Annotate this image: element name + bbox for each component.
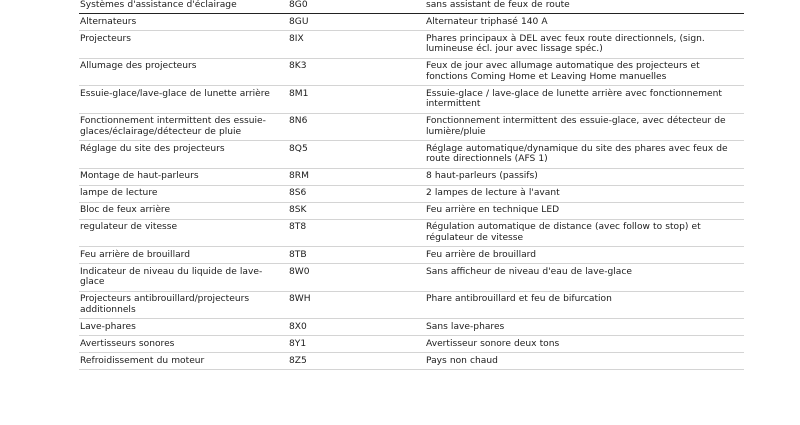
option-code-cell: 8WH xyxy=(283,291,417,319)
option-label-cell: Fonctionnement intermittent des essuie-glaces/éclairage/détecteur de pluie xyxy=(79,113,283,141)
table-row xyxy=(79,291,744,319)
option-description-cell: sans assistant de feux de route xyxy=(417,0,744,13)
option-code-cell: 8Y1 xyxy=(283,336,417,353)
option-label-cell: Lave-phares xyxy=(79,319,283,336)
option-label-cell: Allumage des projecteurs xyxy=(79,58,283,86)
table-row xyxy=(79,185,744,202)
option-label-cell: Refroidissement du moteur xyxy=(79,353,283,370)
option-description-cell: 8 haut-parleurs (passifs) xyxy=(417,168,744,185)
option-description-cell: Sans afficheur de niveau d'eau de lave-glace xyxy=(417,264,744,292)
option-description-cell: Phare antibrouillard et feu de bifurcation xyxy=(417,291,744,319)
table-row xyxy=(79,13,744,30)
option-code-cell: 8IX xyxy=(283,30,417,58)
option-label-cell: Réglage du site des projecteurs xyxy=(79,141,283,169)
option-label-cell: Montage de haut-parleurs xyxy=(79,168,283,185)
option-label-cell: Indicateur de niveau du liquide de lave-glace xyxy=(79,264,283,292)
option-description-cell: Feux de jour avec allumage automatique des projecteurs et fonctions Coming Home et Leaving Home manuelles xyxy=(417,58,744,86)
equipment-table-container xyxy=(79,0,744,370)
option-code-cell: 8X0 xyxy=(283,319,417,336)
option-code-cell: 8K3 xyxy=(283,58,417,86)
option-description-cell: Phares principaux à DEL avec feux route directionnels, (sign. lumineuse écl. jour avec lissage spéc.) xyxy=(417,30,744,58)
option-label-cell: regulateur de vitesse xyxy=(79,219,283,247)
option-description-cell: Feu arrière de brouillard xyxy=(417,247,744,264)
option-code-cell: 8SK xyxy=(283,202,417,219)
option-description-cell: Avertisseur sonore deux tons xyxy=(417,336,744,353)
option-label-cell: Bloc de feux arrière xyxy=(79,202,283,219)
option-label-cell: Avertisseurs sonores xyxy=(79,336,283,353)
option-label-cell: Feu arrière de brouillard xyxy=(79,247,283,264)
equipment-table xyxy=(79,0,744,370)
table-row xyxy=(79,219,744,247)
option-code-cell: 8TB xyxy=(283,247,417,264)
table-row xyxy=(79,168,744,185)
equipment-table-body xyxy=(79,0,744,370)
option-description-cell: Alternateur triphasé 140 A xyxy=(417,13,744,30)
option-description-cell: Fonctionnement intermittent des essuie-glace, avec détecteur de lumière/pluie xyxy=(417,113,744,141)
table-row xyxy=(79,336,744,353)
table-row xyxy=(79,141,744,169)
option-description-cell: Régulation automatique de distance (avec follow to stop) et régulateur de vitesse xyxy=(417,219,744,247)
option-code-cell: 8Q5 xyxy=(283,141,417,169)
option-code-cell: 8M1 xyxy=(283,86,417,114)
option-code-cell: 8Z5 xyxy=(283,353,417,370)
option-code-cell: 8GU xyxy=(283,13,417,30)
table-row xyxy=(79,58,744,86)
option-description-cell: Réglage automatique/dynamique du site des phares avec feux de route directionnels (AFS 1) xyxy=(417,141,744,169)
option-label-cell: Alternateurs xyxy=(79,13,283,30)
option-label-cell: Projecteurs xyxy=(79,30,283,58)
option-code-cell: 8RM xyxy=(283,168,417,185)
option-description-cell: Sans lave-phares xyxy=(417,319,744,336)
option-description-cell: Essuie-glace / lave-glace de lunette arrière avec fonctionnement intermittent xyxy=(417,86,744,114)
table-row xyxy=(79,30,744,58)
table-row xyxy=(79,113,744,141)
option-code-cell: 8N6 xyxy=(283,113,417,141)
table-row xyxy=(79,264,744,292)
table-row xyxy=(79,247,744,264)
option-description-cell: Pays non chaud xyxy=(417,353,744,370)
option-label-cell: Projecteurs antibrouillard/projecteurs additionnels xyxy=(79,291,283,319)
option-code-cell: 8T8 xyxy=(283,219,417,247)
table-row xyxy=(79,0,744,13)
table-row xyxy=(79,202,744,219)
option-code-cell: 8W0 xyxy=(283,264,417,292)
option-label-cell: Essuie-glace/lave-glace de lunette arrière xyxy=(79,86,283,114)
table-row xyxy=(79,353,744,370)
table-row xyxy=(79,86,744,114)
option-code-cell: 8S6 xyxy=(283,185,417,202)
option-description-cell: Feu arrière en technique LED xyxy=(417,202,744,219)
table-row xyxy=(79,319,744,336)
option-label-cell: lampe de lecture xyxy=(79,185,283,202)
option-description-cell: 2 lampes de lecture à l'avant xyxy=(417,185,744,202)
option-label-cell: Systèmes d'assistance d'éclairage xyxy=(79,0,283,13)
option-code-cell: 8G0 xyxy=(283,0,417,13)
